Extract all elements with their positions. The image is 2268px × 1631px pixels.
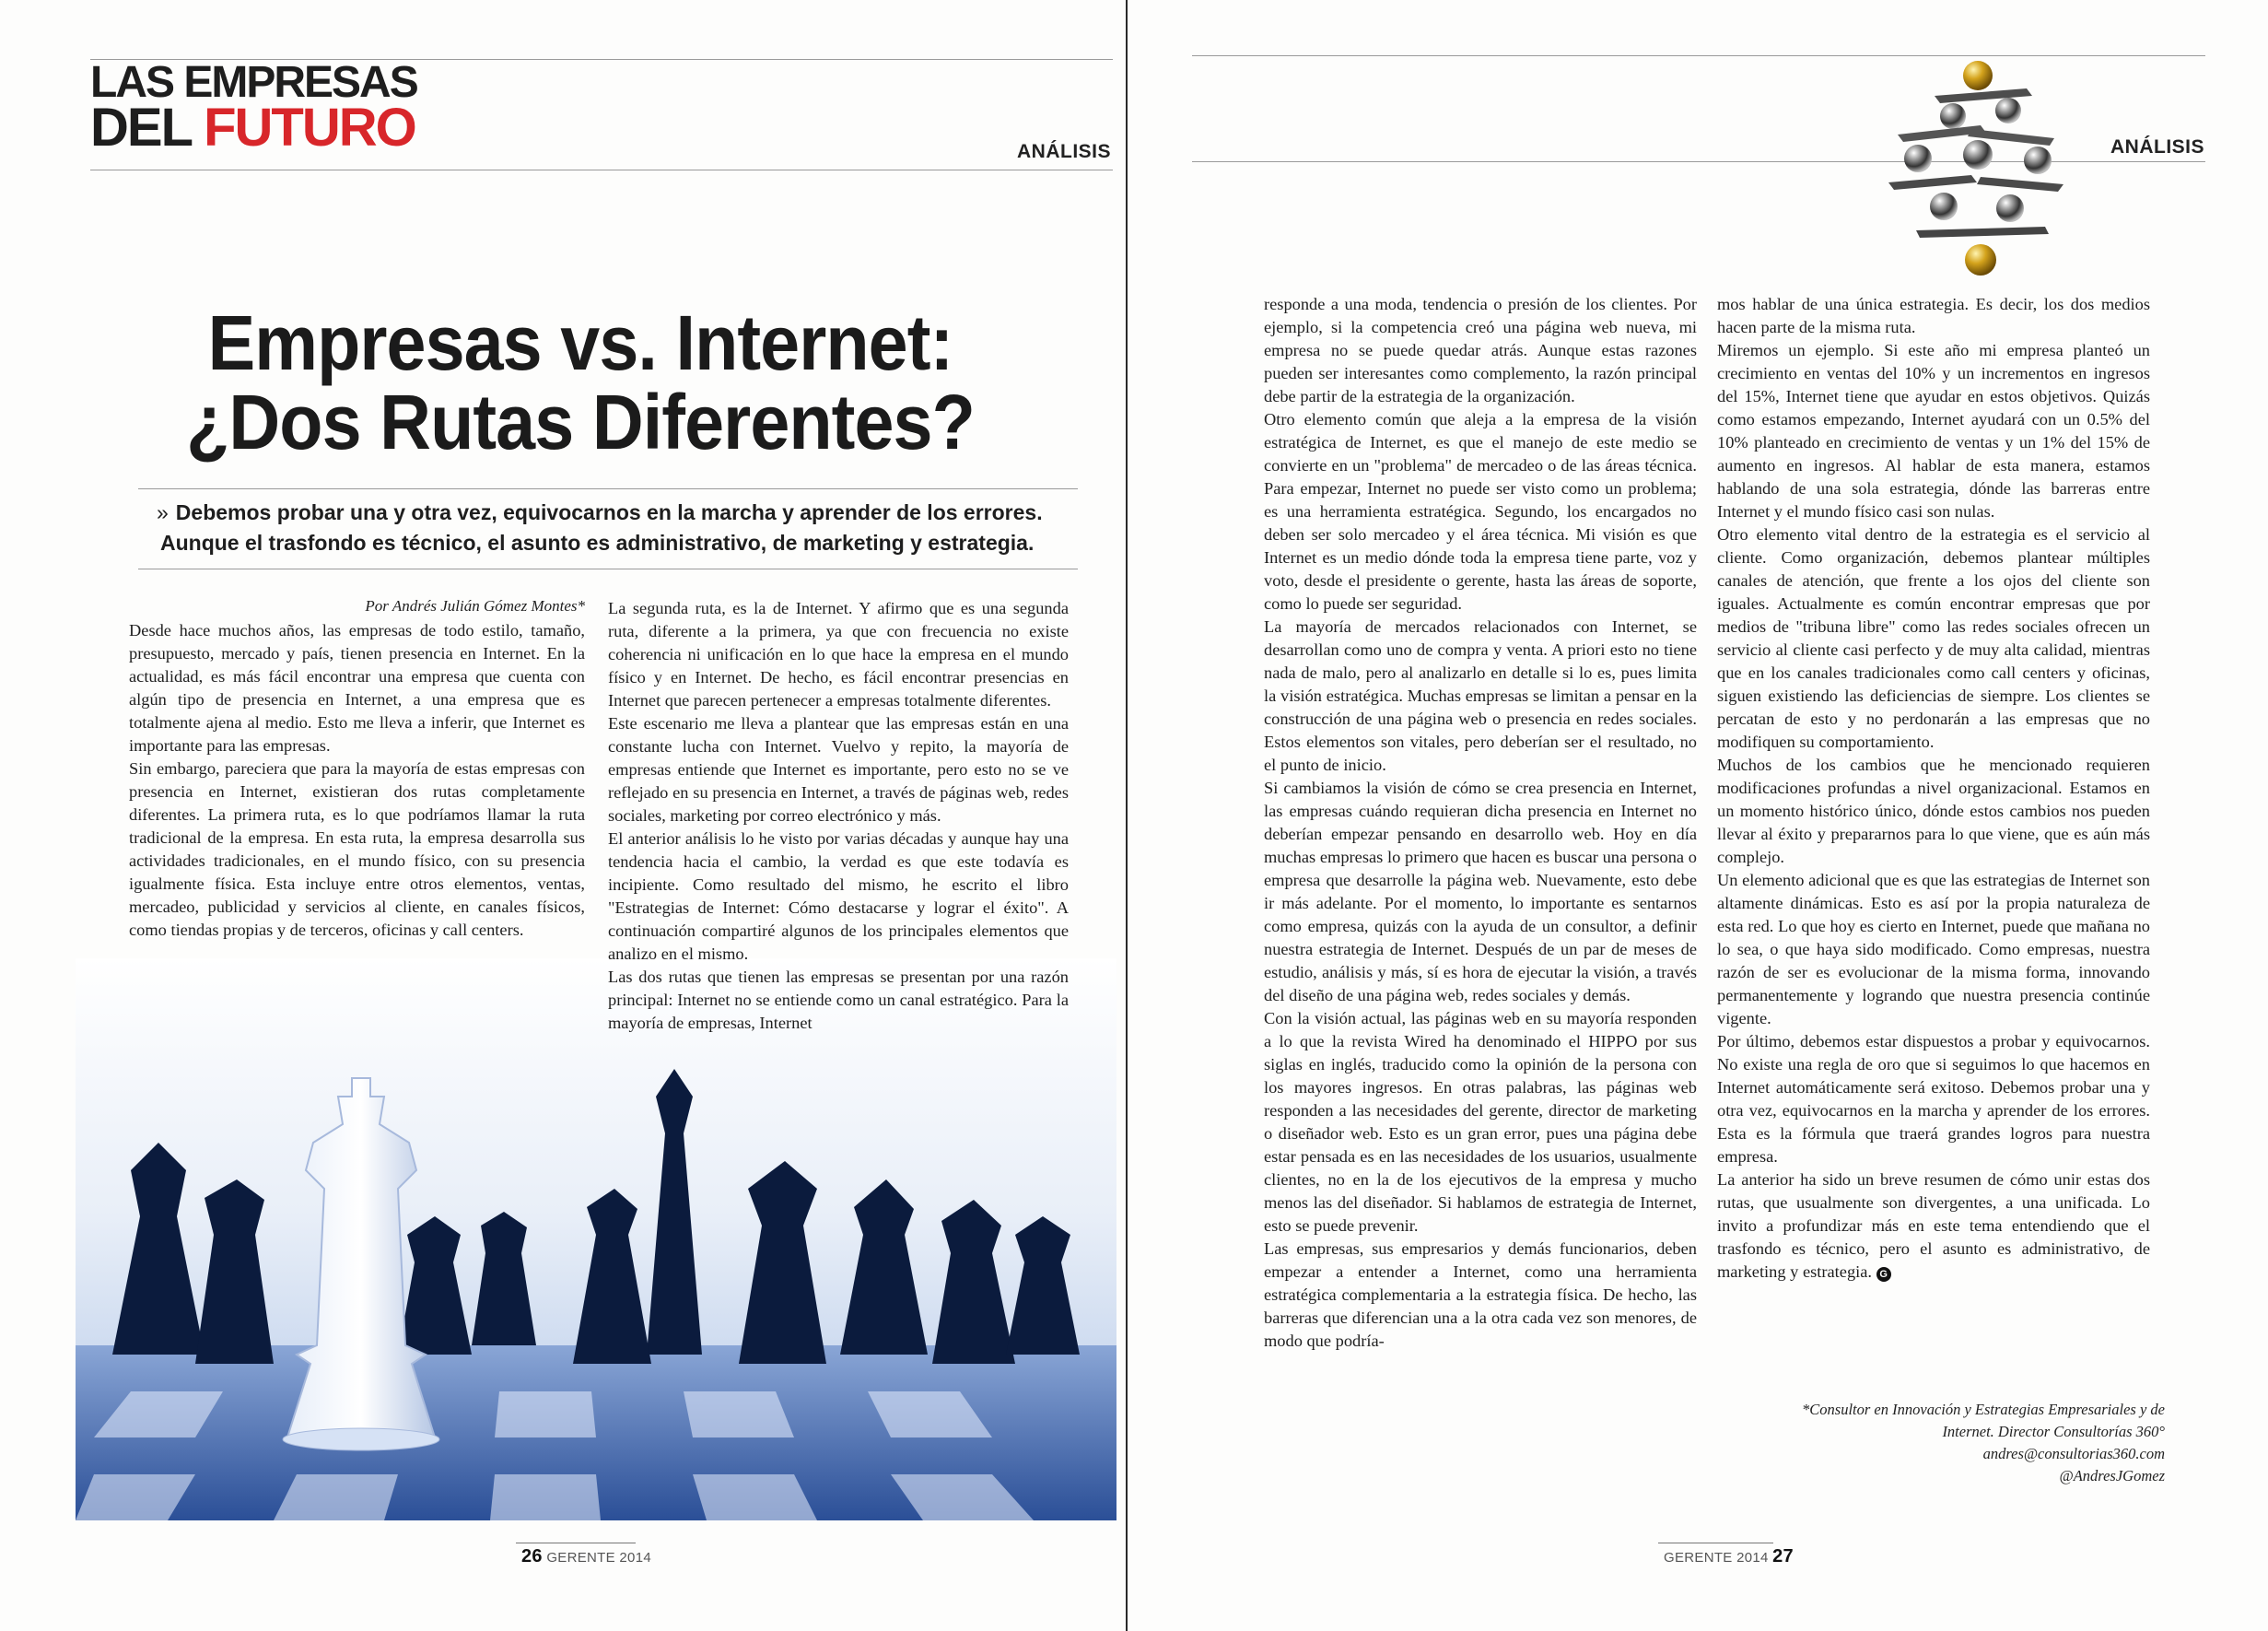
balancing-spheres-illustration <box>1861 55 2091 286</box>
brand-line-1: LAS EMPRESAS <box>90 58 417 107</box>
deck-top-rule <box>138 488 1078 489</box>
article-deck <box>157 498 1078 559</box>
paragraph: Este escenario me lleva a plantear que las empresas están en una constante lucha con Internet. Vuelvo y repito, la mayoría de empresas entiende que Internet es importante, pero esto no se ve reflejado en su presencia en Internet, a través de páginas web, redes sociales, marketing por correo electrónico y más. <box>608 714 1069 825</box>
author-footnote <box>1704 1399 2165 1487</box>
footnote-line-2: Internet. Director Consultorías 360° <box>1942 1423 2165 1440</box>
paragraph: La mayoría de mercados relacionados con Internet, se desarrollan como uno de compra y venta. A priori esto no tiene nada de malo, pero al analizarlo en detalle si lo es, pues limita la visión estratégica. Muchas empresas se limitan a pensar en la construcción de una página web o presencia en redes sociales. Estos elementos son vitales, pero deberían ser el resultado, no el punto de inicio. <box>1264 617 1697 774</box>
chess-board-image <box>76 958 1116 1520</box>
paragraph: Un elemento adicional que es que las estrategias de Internet son altamente dinámicas. Esto es así por la propia naturaleza de esta red. Lo que hoy es cierto en Internet, puede que mañana no lo sea, o que haya sido modificado. Como empresas, nuestra razón de ser es evolucionar de la misma forma, innovando permanentemente y logrando que nuestra presencia continúe vigente. <box>1717 871 2150 1027</box>
article-column-3 <box>1264 293 1697 1353</box>
section-label: ANÁLISIS <box>1017 141 1112 162</box>
brand-del: DEL <box>90 98 205 158</box>
page-number: 26 <box>521 1546 543 1566</box>
article-column-1 <box>129 594 585 942</box>
paragraph: Con la visión actual, las páginas web en su mayoría responden a lo que la revista Wired ha denominado el HIPPO por sus siglas en inglés, traducido como la opinión de la persona con los mayores ingresos. En otras palabras, las páginas web responden a las necesidades del gerente, director de marketing o diseñador web. Esto es un gran error, pues una página debe estar pensada es en las necesidades de los usuarios, usualmente clientes, no en la de los ejecutivos de la empresa y mucho menos las del diseñador. Si hablamos de estrategia de Internet, esto se puede prevenir. <box>1264 1009 1697 1235</box>
paragraph: Las empresas, sus empresarios y demás funcionarios, deben empezar a entender a Internet, como una herramienta estratégica complementaria a la estrategia física. De hecho, las barreras que diferencian una a la otra cada vez son menores, de modo que podría- <box>1264 1239 1697 1350</box>
paragraph: Por último, debemos estar dispuestos a probar y equivocarnos. No existe una regla de oro que si seguimos lo que hacemos en Internet automáticamente será exitoso. Debemos probar una y otra vez, equivocarnos en la marcha y aprender de los errores. Esta es la fórmula que traerá grandes logros para nuestra empresa. <box>1717 1032 2150 1166</box>
headline-line-2: ¿Dos Rutas Diferentes? <box>186 378 975 465</box>
paragraph: Otro elemento vital dentro de la estrategia es el servicio al cliente. Como organización, debemos plantear múltiples canales de atención, que frente a los ojos del cliente son iguales. Actualmente es común encontrar empresas que por medios de "tribuna libre" como las redes sociales ofrecen un servicio al cliente casi perfecto y de muy alta calidad, mientras que en los canales tradicionales como call centers y oficinas, siguen existiendo las deficiencias de siempre. Los clientes se percatan de esto y no perdonarán a las empresas que no modifiquen su comportamiento. <box>1717 525 2150 751</box>
deck-line-2: Aunque el trasfondo es técnico, el asunto es administrativo, de marketing y estrategia. <box>160 531 1035 556</box>
paragraph: La segunda ruta, es la de Internet. Y afirmo que es una segunda ruta, diferente a la primera, ya que con frecuencia no existe coherencia ni unificación en lo que hace la empresa en el mundo físico y en Internet. De hecho, es fácil encontrar presencias en Internet que parecen pertenecer a empresas totalmente diferentes. <box>608 599 1069 710</box>
closing-paragraph: La anterior ha sido un breve resumen de cómo unir estas dos rutas, que usualmente son divergentes, a una unificada. Lo invito a profundizar más en este tema entendiendo que el trasfondo es técnico, pero el asunto es administrativo, de marketing y estrategia. <box>1717 1170 2150 1281</box>
paragraph: Otro elemento común que aleja a la empresa de la visión estratégica de Internet, es que el manejo de este medio se convierte en un "problema" de mercadeo o de las áreas técnica. Para empezar, Internet no puede ser visto como un problema; es una herramienta estratégica. Segundo, los encargados no deben ser solo mercadeo y el área técnica. Mi visión es que Internet es un medio dónde toda la empresa tiene parte, voz y voto, desde el presidente o gerente, hasta las áreas de soporte, como lo puede ser seguridad. <box>1264 410 1697 613</box>
page-folio-right <box>1664 1546 1794 1567</box>
brand-futuro: FUTURO <box>204 98 415 158</box>
left-page <box>0 0 1126 1631</box>
headline-line-1: Empresas vs. Internet: <box>207 299 953 386</box>
deck-line-1: Debemos probar una y otra vez, equivocarnos en la marcha y aprender de los errores. <box>175 500 1043 524</box>
chevron-icon: » <box>157 500 169 524</box>
page-number: 27 <box>1772 1546 1794 1566</box>
article-column-2 <box>608 597 1069 1035</box>
end-of-article-icon: G <box>1876 1267 1891 1282</box>
footnote-line-1: *Consultor en Innovación y Estrategias Empresariales y de <box>1802 1401 2165 1418</box>
section-label: ANÁLISIS <box>2110 136 2205 158</box>
paragraph <box>1717 1168 2150 1284</box>
author-handle: @AndresJGomez <box>2059 1467 2165 1484</box>
paragraph: Si cambiamos la visión de cómo se crea presencia en Internet, las empresas cuándo requieran dicha presencia en Internet no deberían empezar pensando en desarrollo web. Hoy en día muchas empresas lo primero que hacen es buscar una persona o empresa que desarrolle la página web. Nuevamente, esto debe ir más adelante. Por el momento, lo importante es sentarnos como empresa, quizás con la ayuda de un consultor, a definir nuestra estrategia de Internet. Después de un par de meses de estudio, análisis y más, sí es hora de ejecutar la visión, a través del diseño de una página web, redes sociales y demás. <box>1264 779 1697 1004</box>
byline: Por Andrés Julián Gómez Montes* <box>365 597 585 615</box>
folio-label: GERENTE 2014 <box>1664 1550 1769 1566</box>
paragraph: Miremos un ejemplo. Si este año mi empresa planteó un crecimiento en ventas del 10% y un incrementos en ingresos del 15%, Internet tiene que ayudar en estos objetivos. Quizás como estamos empezando, Internet ayudará con un 0.5% del 10% planteado en crecimiento de ventas y un 1% del 15% de aumento en ingresos. Al hablar de esta manera, estamos hablando de una sola estrategia, dónde las barreras entre Internet y el mundo físico casi son nulas. <box>1717 341 2150 521</box>
paragraph: mos hablar de una única estrategia. Es decir, los dos medios hacen parte de la misma ruta. <box>1717 295 2150 336</box>
brand-line-2 <box>90 98 417 158</box>
paragraph: Sin embargo, pareciera que para la mayoría de estas empresas con presencia en Internet, existieran dos rutas completamente diferentes. La primera ruta, es lo que podríamos llamar la ruta tradicional de la empresa. En esta ruta, la empresa desarrolla sus actividades tradicionales, en el mundo físico, con su presencia igualmente física. Esta incluye entre otros elementos, ventas, mercadeo, publicidad y servicios al cliente, en canales físicos, como tiendas propias y de terceros, oficinas y call centers. <box>129 759 585 939</box>
paragraph: responde a una moda, tendencia o presión de los clientes. Por ejemplo, si la competencia creó una página web nueva, mi empresa no se puede quedar atrás. Aunque estas razones pueden ser interesantes como complemento, la razón principal debe partir de la estrategia de la organización. <box>1264 295 1697 405</box>
magazine-section-brand <box>90 58 417 158</box>
article-headline <box>173 299 987 465</box>
article-column-4 <box>1717 293 2150 1284</box>
author-email: andres@consultorias360.com <box>1982 1445 2165 1462</box>
paragraph: Muchos de los cambios que he mencionado requieren modificaciones profundas a nivel organizacional. Estamos en un momento histórico único, dónde estos cambios nos pueden llevar al éxito y prepararnos para lo que viene, que es aún más complejo. <box>1717 756 2150 866</box>
paragraph: Las dos rutas que tienen las empresas se presentan por una razón principal: Internet no se entiende como un canal estratégico. Para la mayoría de empresas, Internet <box>608 968 1069 1032</box>
folio-label: GERENTE 2014 <box>546 1550 651 1566</box>
paragraph: El anterior análisis lo he visto por varias décadas y aunque hay una tendencia hacia el cambio, la verdad es que este todavía es incipiente. Como resultado del mismo, he escrito el libro "Estrategias de Internet: Cómo destacarse y lograr el éxito". A continuación compartiré algunos de los principales elementos que analizo en el mismo. <box>608 829 1069 963</box>
paragraph: Desde hace muchos años, las empresas de todo estilo, tamaño, presupuesto, mercado y país, tienen presencia en Internet. En la actualidad, es más fácil encontrar una empresa que cuenta con algún tipo de presencia en Internet, a una empresa que es totalmente ajena al medio. Esto me lleva a inferir, que Internet es importante para las empresas. <box>129 621 585 755</box>
page-folio-left <box>521 1546 651 1567</box>
